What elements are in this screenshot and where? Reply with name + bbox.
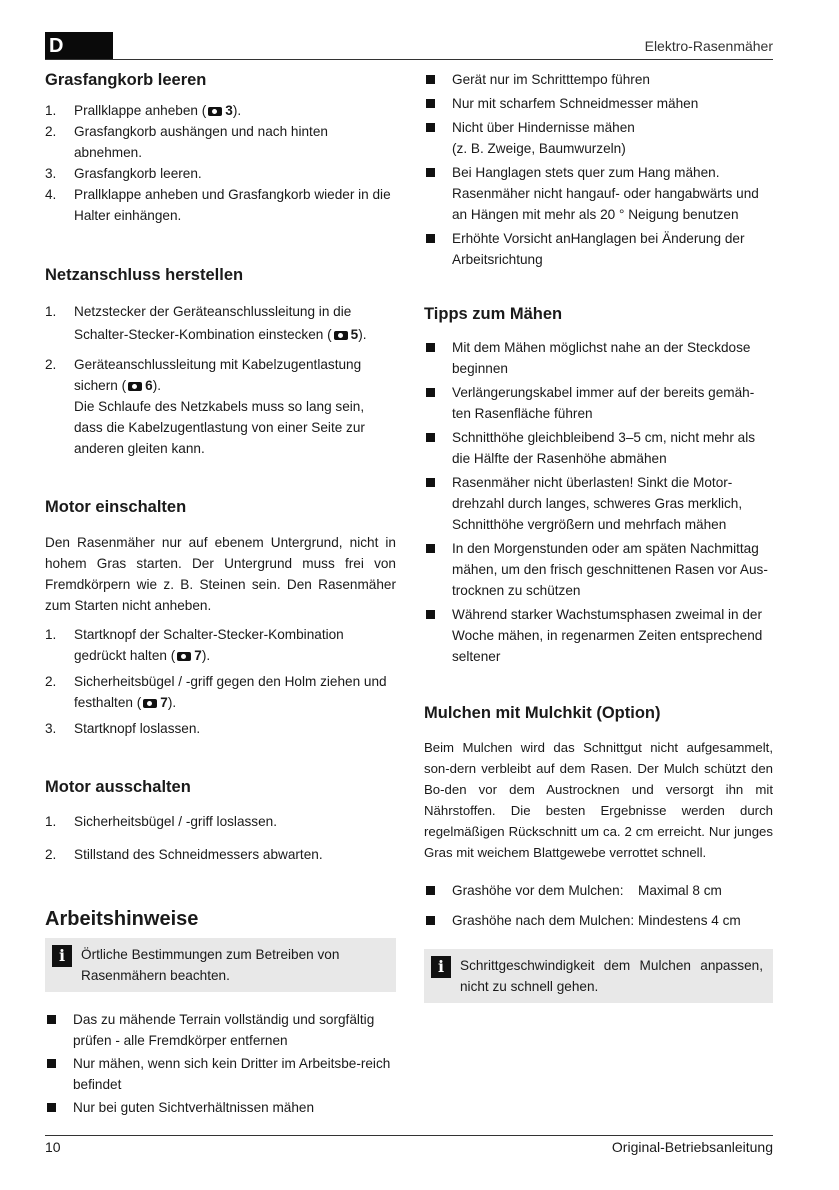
list-item: 1. Sicherheitsbügel / -griff loslassen. [45,814,278,829]
left-column [45,68,396,1118]
list-item: Nur mähen, wenn sich kein Dritter im Arbeitsbe-reich befindet [45,1053,396,1095]
info-icon: i [52,945,72,967]
motor-aus-steps [45,811,396,865]
camera-icon [208,107,222,116]
right-column [424,68,773,1003]
bullet-icon [426,916,435,925]
list-item: 2. Geräteanschlussleitung mit Kabelzugentlastung sichern ( 6). Die Schlaufe des Netzkabels muss so lang sein, dass die Kabelzugentlastung von einer Seite zur anderen gleiten kann. [45,357,365,456]
list-item: Bei Hanglagen stets quer zum Hang mähen. Rasenmäher nicht hangauf- oder hangabwärts und an Hängen mit mehr als 20 ° Neigung benutzen [424,162,773,225]
safety-bullets [424,69,773,270]
grasfang-steps [45,100,396,226]
info-box-mulchen [424,949,773,1003]
section-title-grasfangkorb: Grasfangkorb leeren [45,71,207,89]
section-title-netzanschluss: Netzanschluss herstellen [45,266,244,284]
info-box [45,938,396,992]
camera-icon [143,699,157,708]
mulchen-paragraph: Beim Mulchen wird das Schnittgut nicht aufgesammelt, son-dern verbleibt auf dem Rasen. Der Mulch schützt den Bo-den vor dem Austrocknen und versorgt ihn mit Nährstoffen. Die besten Ergebnisse werden durch regelmäßigen Rückschnitt um ca. 2 cm erreicht. Nur junges Gras mit weichem Blattgewebe verrottet schnell. [424,740,773,860]
section-title-arbeitshinweise: Arbeitshinweise [45,908,199,930]
list-item: Mit dem Mähen möglichst nahe an der Steckdose beginnen [424,337,773,379]
grass-height-before: Grashöhe vor dem Mulchen: Maximal 8 cm [424,880,773,901]
footer-title: Original-Betriebsanleitung [611,1139,773,1155]
list-item: Nur bei guten Sichtverhältnissen mähen [45,1097,396,1118]
list-item: Rasenmäher nicht überlasten! Sinkt die Motor-drehzahl durch langes, schweres Gras merklich, Schnitthöhe vergrößern und mehrfach mähen [424,472,773,535]
list-item: 1. Prallklappe anheben ( 3). [45,103,242,118]
list-item: Das zu mähende Terrain vollständig und sorgfältig prüfen - alle Fremdkörper entfernen [45,1009,396,1051]
list-item: 2. Sicherheitsbügel / -griff gegen den Holm ziehen und festhalten ( 7). [45,674,387,710]
grass-height-list [424,880,773,931]
info-icon: i [431,956,451,978]
list-item: 2. Grasfangkorb aushängen und nach hinten abnehmen. [45,124,328,160]
footer-rule [45,1135,773,1136]
camera-icon [334,331,348,340]
list-item: Verlängerungskabel immer auf der bereits gemäh-ten Rasenfläche führen [424,382,773,424]
list-item: 4. Prallklappe anheben und Grasfangkorb wieder in die Halter einhängen. [45,187,391,223]
motor-ein-steps [45,624,396,739]
tipps-bullets [424,337,773,667]
list-item: Erhöhte Vorsicht anHanglagen bei Änderung der Arbeitsrichtung [424,228,773,270]
language-tab: D [45,32,113,60]
list-item: 1. Netzstecker der Geräteanschlussleitung in die Schalter-Stecker-Kombination einstecken ( 5). [45,304,367,342]
netz-steps [45,300,396,459]
camera-icon [177,652,191,661]
list-item: Nur mit scharfem Schneidmesser mähen [424,93,773,114]
list-item: 3. Grasfangkorb leeren. [45,166,202,181]
list-item: Schnitthöhe gleichbleibend 3–5 cm, nicht mehr als die Hälfte der Rasenhöhe abmähen [424,427,773,469]
grass-height-after: Grashöhe nach dem Mulchen: Mindestens 4 cm [424,910,773,931]
section-title-motor-einschalten: Motor einschalten [45,498,187,516]
header-rule [45,59,773,60]
list-item: 1. Startknopf der Schalter-Stecker-Kombination gedrückt halten ( 7). [45,627,344,663]
section-title-tipps: Tipps zum Mähen [424,305,563,323]
camera-icon [128,382,142,391]
list-item: Während starker Wachstumsphasen zweimal in der Woche mähen, in regenarmen Zeiten entsprechend seltener [424,604,773,667]
bullet-icon [426,886,435,895]
list-item: Nicht über Hindernisse mähen (z. B. Zweige, Baumwurzeln) [424,117,773,159]
list-item: Gerät nur im Schritttempo führen [424,69,773,90]
list-item: 2. Stillstand des Schneidmessers abwarten. [45,847,323,862]
header-title: Elektro-Rasenmäher [644,38,773,54]
arbeit-bullets [45,1009,396,1118]
section-title-motor-ausschalten: Motor ausschalten [45,778,191,796]
section-title-mulchen: Mulchen mit Mulchkit (Option) [424,704,661,722]
list-item: 3. Startknopf loslassen. [45,721,201,736]
page-number: 10 [45,1139,61,1155]
motor-ein-intro: Den Rasenmäher nur auf ebenem Untergrund, nicht in hohem Gras starten. Der Untergrund muss frei von Fremdkörpern wie z. B. Steinen sein. Den Rasenmäher zum Starten nicht anheben. [45,535,396,613]
info-text: Schrittgeschwindigkeit dem Mulchen anpassen, nicht zu schnell gehen. [460,958,763,994]
info-text: Örtliche Bestimmungen zum Betreiben von Rasenmähern beachten. [81,947,340,983]
list-item: In den Morgenstunden oder am späten Nachmittag mähen, um den frisch geschnittenen Rasen vor Aus-trocknen zu schützen [424,538,773,601]
